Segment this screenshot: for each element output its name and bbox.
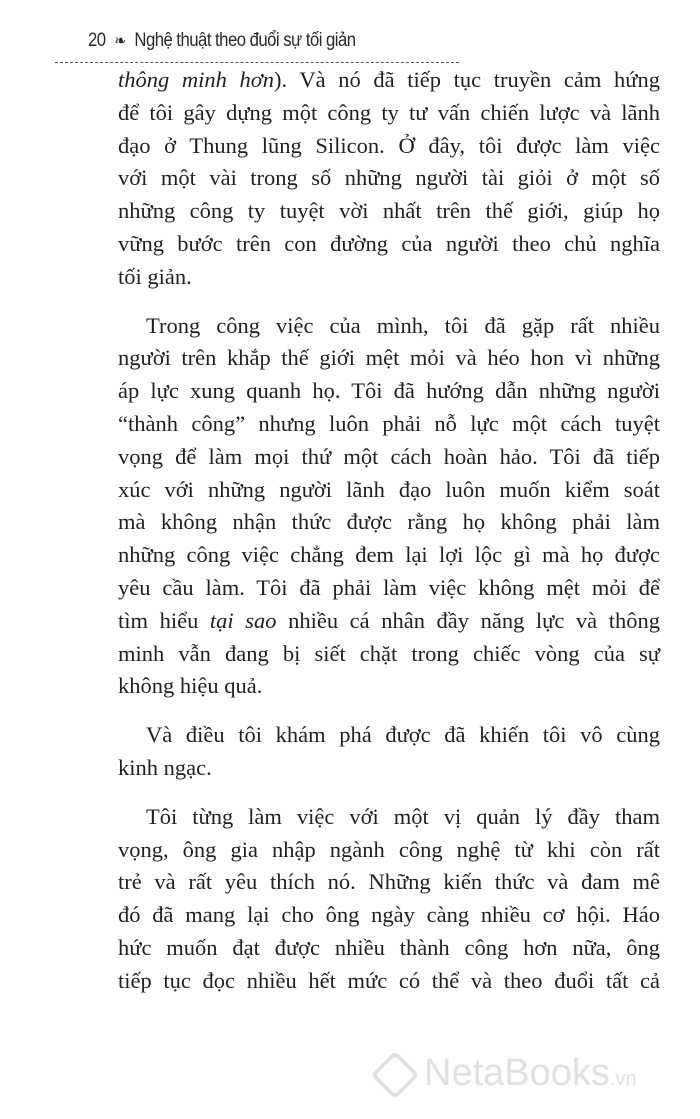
text: những công ty tuyệt vời nhất trên thế giới, giúp họ [118, 198, 660, 224]
text-line [118, 572, 660, 605]
italic-text: thông minh hơn [118, 67, 275, 92]
text: “thành công” nhưng luôn phải nỗ lực một cách tuyệt [118, 410, 660, 436]
text: vững bước trên con đường của người theo chủ nghĩa [118, 230, 660, 256]
text-line [118, 342, 660, 375]
paragraph-gap [118, 294, 660, 310]
watermark-brand: NetaBooks [424, 1052, 610, 1095]
text: hức muốn đạt được nhiều thành công hơn nữa, ông [118, 934, 660, 960]
text-line [118, 801, 660, 834]
text: người trên khắp thế giới mệt mỏi và héo hon vì những [118, 345, 660, 371]
page-number: 20 [88, 30, 106, 51]
watermark [372, 1052, 637, 1098]
text-line [118, 228, 660, 261]
text-line [118, 408, 660, 441]
text: Trong công việc của mình, tôi đã gặp rất nhiều [146, 312, 660, 338]
text: để tôi gây dựng một công ty tư vấn chiến lược và lãnh [118, 99, 660, 125]
text: Và điều tôi khám phá được đã khiến tôi vô cùng [146, 722, 660, 748]
text-line [118, 162, 660, 195]
watermark-logo-icon [371, 1051, 420, 1100]
text-line [118, 670, 660, 703]
text-line [118, 834, 660, 867]
text: minh vẫn đang bị siết chặt trong chiếc vòng của sự [118, 640, 660, 666]
text: yêu cầu làm. Tôi đã phải làm việc không mệt mỏi để [118, 574, 660, 600]
text: tiếp tục đọc nhiều hết mức có thể và theo đuổi tất cả [118, 967, 660, 993]
text: kinh ngạc. [118, 754, 212, 780]
text-line [118, 899, 660, 932]
text: đó đã mang lại cho ông ngày càng nhiều cơ hội. Háo [118, 902, 660, 928]
text-line [118, 261, 660, 294]
text: nhiều cá nhân đầy năng lực và thông [276, 607, 660, 633]
header-divider [55, 62, 459, 63]
text: ). Và nó đã tiếp tục truyền cảm hứng [274, 67, 660, 92]
watermark-suffix: .vn [609, 1068, 637, 1091]
page-body [118, 64, 660, 998]
text: áp lực xung quanh họ. Tôi đã hướng dẫn những người [118, 378, 660, 404]
running-header [88, 30, 356, 52]
paragraph [118, 801, 660, 998]
paragraph [118, 719, 660, 785]
text-line [118, 605, 660, 638]
paragraph-gap [118, 703, 660, 719]
text: trẻ và rất yêu thích nó. Những kiến thức và đam mê [118, 869, 660, 895]
italic-text: tại sao [209, 607, 277, 633]
paragraph [118, 310, 660, 704]
text-line [118, 375, 660, 408]
text: tìm hiểu [118, 607, 210, 633]
text-line [118, 932, 660, 965]
paragraph [118, 64, 660, 294]
text: mà không nhận thức được rằng họ không phải làm [118, 509, 660, 535]
text-line [118, 866, 660, 899]
text: Tôi từng làm việc với một vị quản lý đầy tham [146, 803, 660, 829]
text-line [118, 965, 660, 998]
ornament-icon: ❧ [114, 33, 126, 50]
text: tối giản. [118, 263, 192, 289]
text: với một vài trong số những người tài giỏi ở một số [118, 165, 660, 191]
text-line [118, 310, 660, 343]
text-line [118, 97, 660, 130]
text: vọng, ông gia nhập ngành công nghệ từ khi còn rất [118, 836, 660, 862]
text: những công việc chẳng đem lại lợi lộc gì mà họ được [118, 542, 660, 568]
text-line [118, 441, 660, 474]
paragraph-gap [118, 785, 660, 801]
text: xúc với những người lãnh đạo luôn muốn kiểm soát [118, 476, 660, 502]
text: không hiệu quả. [118, 673, 263, 699]
text-line [118, 539, 660, 572]
text-line [118, 64, 660, 97]
text-line [118, 719, 660, 752]
text: đạo ở Thung lũng Silicon. Ở đây, tôi được làm việc [118, 132, 660, 158]
text-line [118, 638, 660, 671]
book-title: Nghệ thuật theo đuổi sự tối giản [134, 30, 356, 51]
text-line [118, 195, 660, 228]
text: vọng để làm mọi thứ một cách hoàn hảo. Tôi đã tiếp [118, 443, 660, 469]
text-line [118, 474, 660, 507]
text-line [118, 130, 660, 163]
text-line [118, 506, 660, 539]
text-line [118, 752, 660, 785]
